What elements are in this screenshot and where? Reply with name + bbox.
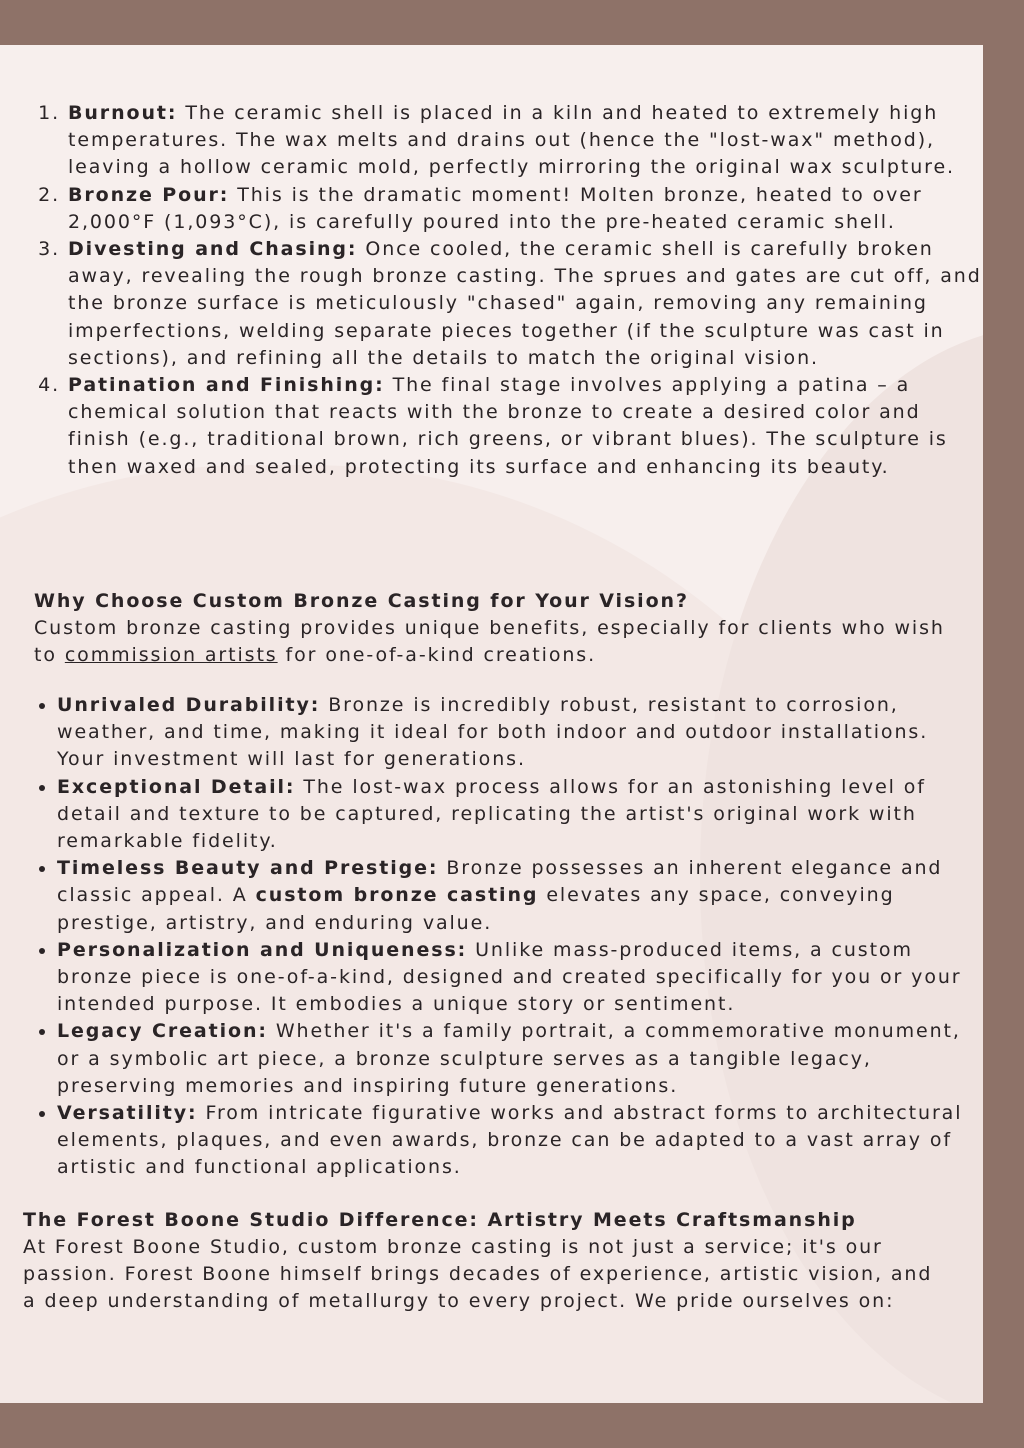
list-item <box>57 937 977 1019</box>
benefit-title: Personalization and Uniqueness: <box>57 938 468 961</box>
benefit-text: Unlike mass-produced items, a custom bronze piece is one-of-a-kind, designed and created specifically for you or your intended purpose. It embodies a unique story or sentiment. <box>57 938 962 1016</box>
section-paragraph: At Forest Boone Studio, custom bronze casting is not just a service; it's our passion. Forest Boone himself brings decades of experience, artistic vision, and a deep understanding of metallurgy to every project. We pride ourselves on: <box>23 1236 933 1313</box>
step-text: This is the dramatic moment! Molten bronze, heated to over 2,000°F (1,093°C), is carefully poured into the pre-heated ceramic shell. <box>68 183 923 233</box>
list-item <box>68 372 983 481</box>
step-text: The ceramic shell is placed in a kiln and heated to extremely high temperatures. The wax melts and drains out (hence the "lost-wax" method), leaving a hollow ceramic mold, perfectly mirroring the original wax sculpture. <box>68 102 956 179</box>
benefit-text: elevates any space, conveying prestige, artistry, and enduring value. <box>57 884 895 934</box>
page-content <box>0 45 983 1403</box>
paragraph-text: Custom bronze casting provides unique benefits, especially for clients who wish to <box>34 617 945 667</box>
list-item <box>57 855 977 937</box>
paragraph-text: for one-of-a-kind creations. <box>277 644 597 667</box>
benefit-text: From intricate figurative works and abstract forms to architectural elements, plaques, and even awards, bronze can be adapted to a vast array of artistic and functional applications. <box>57 1102 963 1179</box>
benefit-title: Versatility: <box>57 1102 198 1125</box>
benefit-title: Unrivaled Durability: <box>57 694 321 716</box>
list-item <box>68 182 983 236</box>
section-heading: The Forest Boone Studio Difference: Artistry Meets Craftsmanship <box>23 1209 857 1231</box>
step-title: Patination and Finishing: <box>68 374 385 397</box>
benefit-text: Bronze is incredibly robust, resistant to corrosion, weather, and time, making it ideal for both indoor and outdoor installations. Your investment will last for generations. <box>57 694 929 771</box>
benefit-emphasis: custom bronze casting <box>255 884 539 907</box>
benefit-title: Legacy Creation: <box>57 1020 268 1043</box>
benefit-title: Timeless Beauty and Prestige: <box>57 857 439 880</box>
commission-artists-link[interactable]: commission artists <box>64 644 278 667</box>
section-heading: Why Choose Custom Bronze Casting for Your Vision? <box>34 590 689 612</box>
benefit-text: The lost-wax process allows for an astonishing level of detail and texture to be captured, replicating the artist's original work with remarkable fidelity. <box>57 775 926 853</box>
list-item <box>68 100 983 182</box>
benefit-text: Whether it's a family portrait, a commemorative monument, or a symbolic art piece, a bronze sculpture serves as a tangible legacy, preserving memories and inspiring future generations. <box>57 1020 961 1097</box>
list-item <box>57 1018 977 1100</box>
benefits-list <box>28 692 977 1182</box>
document-page <box>0 45 983 1403</box>
step-text: Once cooled, the ceramic shell is carefully broken away, revealing the rough bronze casting. The sprues and gates are cut off, and the bronze surface is meticulously "chased" again, removing any remaining imperfections, welding separate pieces together (if the sculpture was cast in sections), and refining all the details to match the original vision. <box>68 238 982 369</box>
step-title: Bronze Pour: <box>68 183 230 206</box>
list-item <box>57 692 977 774</box>
list-item <box>57 774 977 856</box>
step-text: The final stage involves applying a patina – a chemical solution that reacts with the bronze to create a desired color and finish (e.g., traditional brown, rich greens, or vibrant blues). The sculpture is then waxed and sealed, protecting its surface and enhancing its beauty. <box>68 374 948 478</box>
casting-steps-list <box>33 100 983 481</box>
benefit-text: Bronze possesses an inherent elegance and classic appeal. A <box>57 857 943 907</box>
step-title: Burnout: <box>68 102 178 124</box>
step-title: Divesting and Chasing: <box>68 238 358 261</box>
benefit-title: Exceptional Detail: <box>57 775 296 798</box>
section-paragraph <box>34 615 954 669</box>
list-item <box>68 236 983 372</box>
list-item <box>57 1100 977 1182</box>
